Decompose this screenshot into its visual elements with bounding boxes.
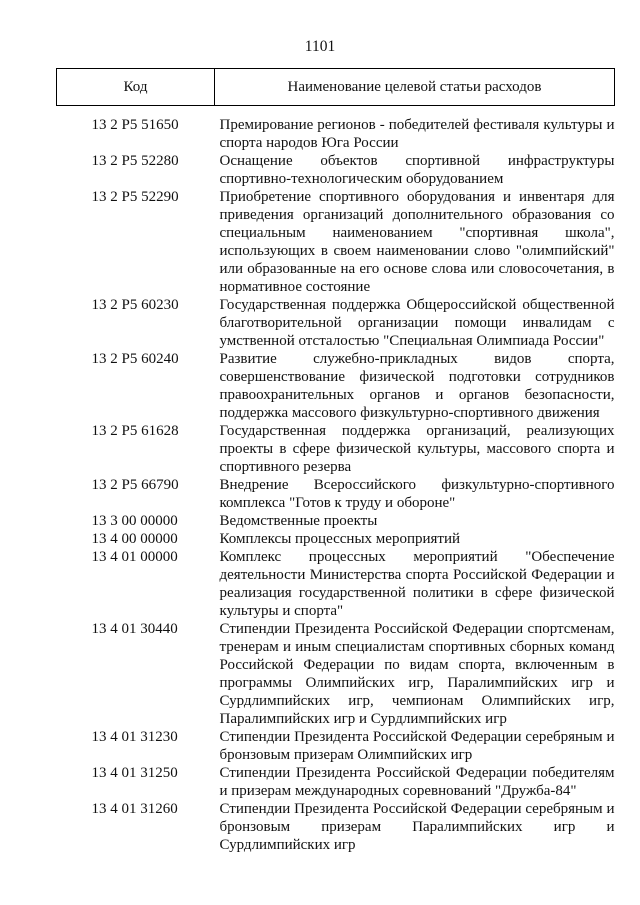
row-name: Стипендии Президента Российской Федерации серебряным и бронзовым призерам Паралимпийских игр и Сурдлимпийских игр xyxy=(219,801,615,853)
row-code: 13 4 01 31260 xyxy=(91,801,178,817)
row-code: 13 2 Р5 52290 xyxy=(91,189,179,205)
row-name: Комплекс процессных мероприятий "Обеспечение деятельности Министерства спорта Российской Федерации и реализация государственной политики в сфере физической культуры и спорта" xyxy=(219,549,615,619)
expense-items-table xyxy=(56,68,615,854)
column-header-name: Наименование целевой статьи расходов xyxy=(215,69,615,106)
row-name: Государственная поддержка Общероссийской общественной благотворительной организации помощи инвалидам с умственной отсталостью "Специальная Олимпиада России" xyxy=(219,297,615,349)
row-code: 13 2 Р5 66790 xyxy=(91,477,179,493)
row-code: 13 4 01 30440 xyxy=(91,621,178,637)
row-name: Ведомственные проекты xyxy=(219,513,378,529)
table-row xyxy=(57,106,615,153)
row-code: 13 4 01 31230 xyxy=(91,729,178,745)
table-row xyxy=(57,548,615,620)
row-name: Стипендии Президента Российской Федерации серебряным и бронзовым призерам Олимпийских игр xyxy=(219,729,615,763)
table-row xyxy=(57,800,615,854)
table-row xyxy=(57,296,615,350)
row-name: Премирование регионов - победителей фестиваля культуры и спорта народов Юга России xyxy=(219,117,615,151)
row-code: 13 3 00 00000 xyxy=(91,513,178,529)
table-row xyxy=(57,530,615,548)
row-name: Развитие служебно-прикладных видов спорта, совершенствование физической подготовки сотрудников правоохранительных органов и органов безопасности, поддержка массового физкультурно-спортивного движения xyxy=(219,351,615,421)
table-row xyxy=(57,728,615,764)
row-code: 13 4 01 31250 xyxy=(91,765,178,781)
row-name: Стипендии Президента Российской Федерации спортсменам, тренерам и иным специалистам спортивных сборных команд Российской Федерации по видам спорта, включенным в программы Олимпийских игр, Паралимпийских игр и Сурдлимпийских игр, чемпионам Олимпийских игр, Паралимпийских игр и Сурдлимпийских игр xyxy=(219,621,615,727)
table-row xyxy=(57,764,615,800)
row-name: Приобретение спортивного оборудования и инвентаря для приведения организаций дополнительного образования со специальным наименованием "спортивная школа", использующих в своем наименовании слово "олимпийский" или образованные на его основе слова или словосочетания, в нормативное состояние xyxy=(219,189,615,295)
table-row xyxy=(57,476,615,512)
row-code: 13 2 Р5 60230 xyxy=(91,297,179,313)
table-row xyxy=(57,152,615,188)
row-name: Государственная поддержка организаций, реализующих проекты в сфере физической культуры, массового спорта и спортивного резерва xyxy=(219,423,615,475)
row-code: 13 4 01 00000 xyxy=(91,549,178,565)
row-code: 13 2 Р5 60240 xyxy=(91,351,179,367)
table-row xyxy=(57,350,615,422)
page-number: 1101 xyxy=(304,38,336,55)
table-row xyxy=(57,188,615,296)
table-row xyxy=(57,422,615,476)
column-header-code: Код xyxy=(57,69,215,106)
row-name: Внедрение Всероссийского физкультурно-спортивного комплекса "Готов к труду и обороне" xyxy=(219,477,615,511)
row-code: 13 2 Р5 61628 xyxy=(91,423,179,439)
table-row xyxy=(57,512,615,530)
table-row xyxy=(57,620,615,728)
row-name: Стипендии Президента Российской Федерации победителям и призерам международных соревнований "Дружба-84" xyxy=(219,765,615,799)
row-code: 13 4 00 00000 xyxy=(91,531,178,547)
row-name: Комплексы процессных мероприятий xyxy=(219,531,461,547)
row-name: Оснащение объектов спортивной инфраструктуры спортивно-технологическим оборудованием xyxy=(219,153,615,187)
table-body xyxy=(57,106,615,855)
table-header-row xyxy=(57,69,615,106)
row-code: 13 2 Р5 52280 xyxy=(91,153,179,169)
row-code: 13 2 Р5 51650 xyxy=(91,117,179,133)
